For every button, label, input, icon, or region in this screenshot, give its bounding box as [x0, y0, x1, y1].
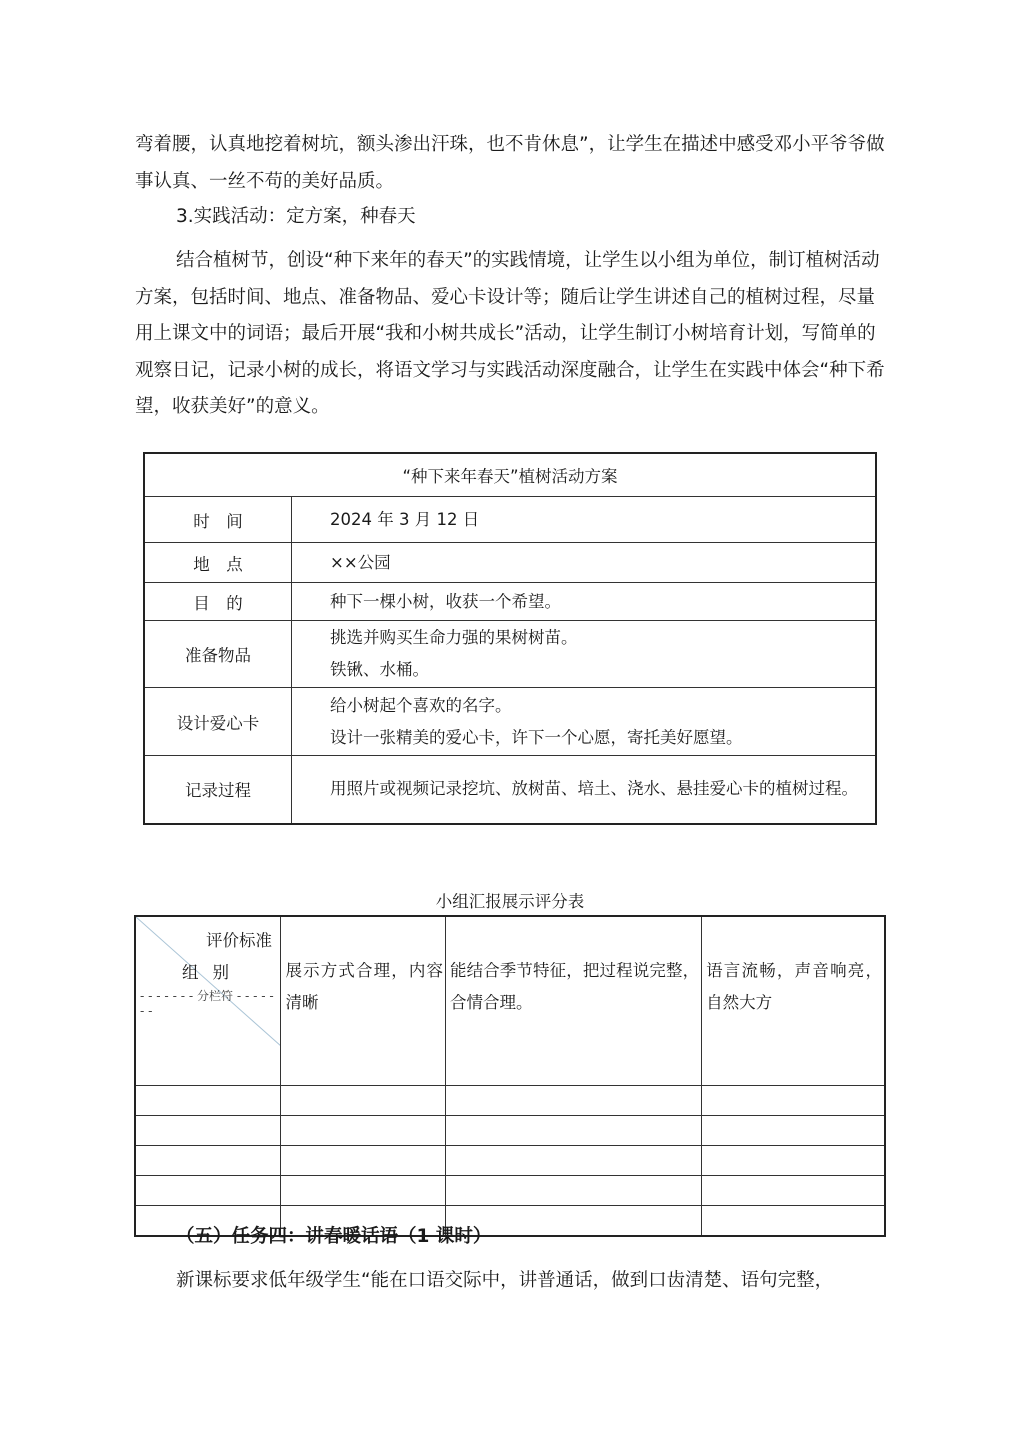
plan-label-purpose: 目 的	[144, 583, 292, 621]
criterion-3: 语言流畅，声音响亮，自然大方	[702, 916, 885, 1086]
plan-value-love-card	[292, 688, 877, 756]
corner-label-group: 组别	[182, 963, 243, 982]
plan-label-materials: 准备物品	[144, 621, 292, 688]
plan-love-card-line-2: 设计一张精美的爱心卡，许下一个心愿，寄托美好愿望。	[330, 727, 743, 747]
plan-label-record: 记录过程	[144, 756, 292, 824]
group-score-table	[134, 915, 886, 1237]
plan-label-place: 地 点	[144, 543, 292, 583]
separator-text: 分栏符	[197, 989, 234, 1003]
score-row	[135, 1176, 885, 1206]
plan-value-purpose: 种下一棵小树，收获一个希望。	[292, 583, 877, 621]
score-row	[135, 1086, 885, 1116]
score-corner-cell	[135, 916, 281, 1086]
score-row	[135, 1116, 885, 1146]
paragraph-curriculum-standard: 新课标要求低年级学生“能在口语交际中，讲普通话，做到口齿清楚、语句完整，	[176, 1270, 834, 1291]
planting-plan-table	[143, 452, 877, 825]
section-heading-task-four: （五）任务四：讲春暖话语（1 课时）	[176, 1226, 492, 1247]
plan-materials-line-1: 挑选并购买生命力强的果树树苗。	[330, 628, 578, 647]
criterion-1: 展示方式合理，内容清晰	[281, 916, 445, 1086]
plan-materials-line-2: 铁锹、水桶。	[330, 660, 429, 679]
plan-value-record: 用照片或视频记录挖坑、放树苗、培土、浇水、悬挂爱心卡的植树过程。	[292, 756, 877, 824]
score-row	[135, 1146, 885, 1176]
criterion-2: 能结合季节特征，把过程说完整，合情合理。	[445, 916, 701, 1086]
plan-value-materials	[292, 621, 877, 688]
paragraph-continued: 弯着腰，认真地挖着树坑，额头渗出汗珠，也不肯休息”，让学生在描述中感受邓小平爷爷做事认真、一丝不苟的美好品质。	[135, 134, 885, 192]
section-heading-practice: 3.实践活动：定方案，种春天	[176, 206, 416, 227]
corner-label-criteria: 评价标准	[206, 931, 272, 950]
plan-love-card-line-1: 给小树起个喜欢的名字。	[330, 695, 512, 715]
corner-separator-marker: - - - - - - - 分栏符 - - - - - - -	[140, 989, 274, 1018]
plan-value-time: 2024 年 3 月 12 日	[292, 497, 877, 543]
score-table-caption: 小组汇报展示评分表	[435, 892, 585, 911]
paragraph-practice-description: 结合植树节，创设“种下来年的春天”的实践情境，让学生以小组为单位，制订植树活动方案，包括时间、地点、准备物品、爱心卡设计等；随后让学生讲述自己的植树过程，尽量用上课文中的词语；最后开展“我和小树共成长”活动，让学生制订小树培育计划，写简单的观察日记，记录小树的成长，将语文学习与实践活动深度融合，让学生在实践中体会“种下希望，收获美好”的意义。	[135, 250, 885, 417]
plan-label-love-card: 设计爱心卡	[144, 688, 292, 756]
plan-value-place: ××公园	[292, 543, 877, 583]
plan-table-title: “种下来年春天”植树活动方案	[144, 453, 876, 497]
plan-label-time: 时 间	[144, 497, 292, 543]
